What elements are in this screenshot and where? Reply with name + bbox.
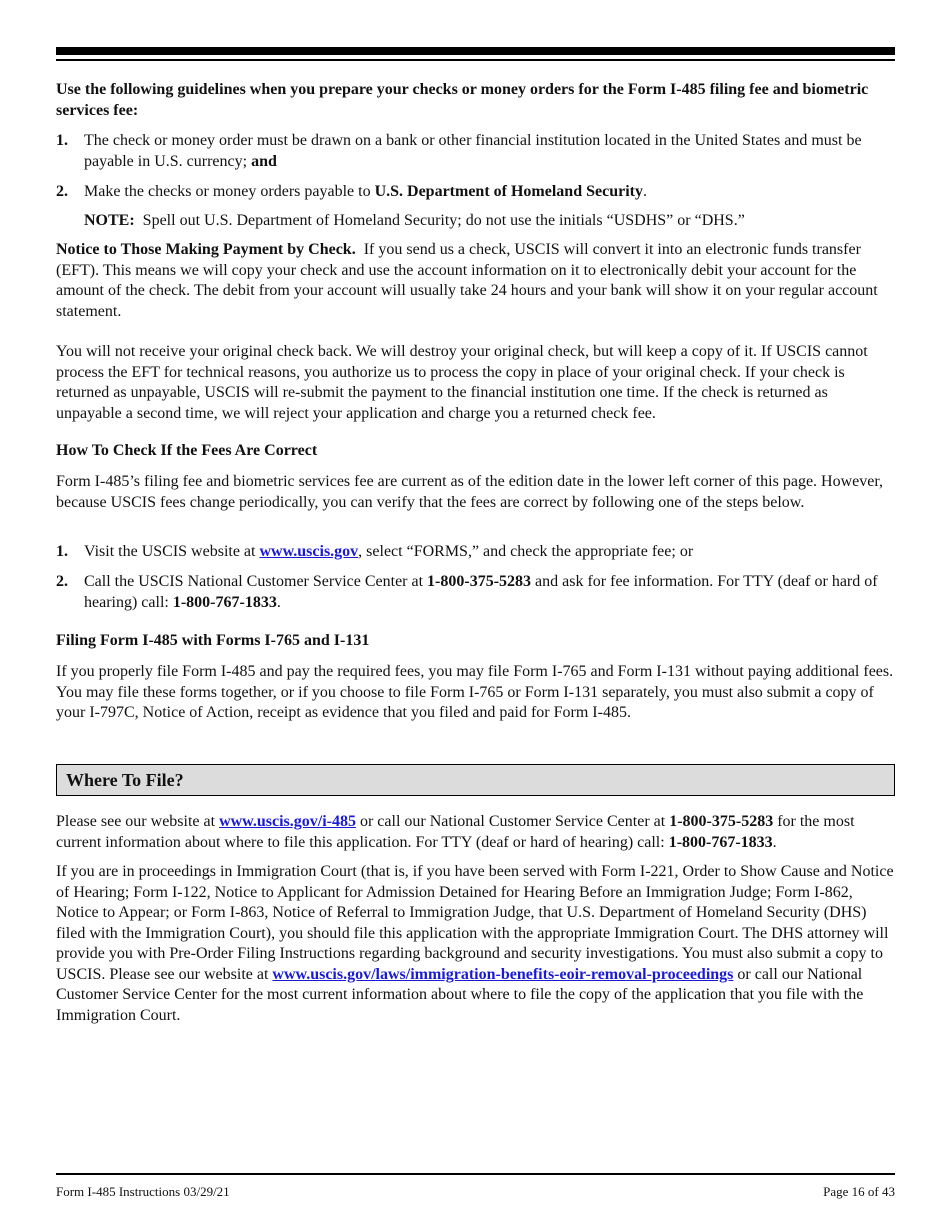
fees-check-body: Form I-485’s filing fee and biometric services fee are current as of the edition date in the lower left corner of this page. However, because USCIS fees change periodically, you can verify that the fees are correct by following one of the steps below. (56, 473, 884, 511)
list-text-plain: , select “FORMS,” and check the appropriate fee; or (358, 543, 694, 560)
filing-with-heading: Filing Form I-485 with Forms I-765 and I-131 (56, 632, 370, 649)
footer-page-number: Page 16 of 43 (823, 1184, 895, 1199)
list-text-bold: U.S. Department of Homeland Security (374, 183, 643, 200)
filing-with-body: If you properly file Form I-485 and pay the required fees, you may file Form I-765 and Form I-131 without paying additional fees. You may file these forms together, or if you choose to file Form I-765 or Form I-131 separately, you must also submit a copy of your I-797C, Notice of Action, receipt as evidence that you filed and paid for Form I-485. (56, 663, 894, 721)
list-text-bold: and (251, 152, 277, 170)
list-text-plain: Make the checks or money orders payable to (84, 183, 375, 200)
eoir-removal-proceedings-link[interactable]: www.uscis.gov/laws/immigration-benefits-eoir-removal-proceedings (272, 965, 734, 983)
list-number: 1. (56, 543, 68, 560)
check-notice-paragraph-2: You will not receive your original check back. We will destroy your original check, but will keep a copy of it. If USCIS cannot process the EFT for technical reasons, you authorize us to process the copy in place of your original check. If your check is returned as unpayable, USCIS will re-submit the payment to the financial institution one time. If the check is returned as unpayable a second time, we will reject your application and charge you a returned check fee. (56, 343, 868, 422)
list-text (84, 131, 895, 172)
uscis-website-link[interactable]: www.uscis.gov (259, 543, 359, 560)
header-rule-thin (56, 59, 895, 61)
header-rule-thick (56, 47, 895, 55)
list-text (84, 572, 895, 613)
list-text-plain: Visit the USCIS website at (84, 543, 260, 560)
ncsc-phone-number: 1-800-375-5283 (427, 573, 532, 590)
check-notice-paragraph-1 (56, 240, 895, 322)
where-to-file-paragraph-1 (56, 812, 895, 853)
list-text-plain: The check or money order must be drawn on a bank or other financial institution located in the United States and must be payable in U.S. currency; (84, 132, 862, 170)
ncsc-phone-number: 1-800-375-5283 (669, 813, 774, 830)
list-text-suffix: . (642, 183, 647, 200)
i485-page-link[interactable]: www.uscis.gov/i-485 (219, 813, 356, 830)
paragraph-text: Please see our website at (56, 813, 220, 830)
check-notice-text: If you send us a check, USCIS will convert it into an electronic funds transfer (EFT). This means we will copy your check and use the account information on it to electronically debit your account for the amount of the check. The debit from your account will usually take 24 hours and your bank will show it on your regular account statement. (56, 241, 878, 320)
check-notice-heading: Notice to Those Making Payment by Check. (56, 241, 356, 258)
note-label: NOTE: (84, 212, 135, 229)
list-number: 1. (56, 132, 68, 149)
where-to-file-header (56, 764, 895, 796)
paragraph-text: If you are in proceedings in Immigration Court (that is, if you have been served with Form I-221, Order to Show Cause and Notice of Hearing; Form I-122, Notice to Applicant for Admission Detained for Hearing Before an Immigration Judge; Form I-862, Notice to Appear; or Form I-863, Notice of Referral to Immigration Judge, that U.S. Department of Homeland Security (DHS) filed with the Immigration Court), you should file this application with the appropriate Immigration Court. The DHS attorney will provide you with Pre-Order Filing Instructions regarding background and security investigations. You must also submit a copy to USCIS. Please see our website at (56, 863, 894, 983)
fees-check-heading: How To Check If the Fees Are Correct (56, 442, 318, 459)
list-number: 2. (56, 183, 68, 200)
paragraph-text: . (772, 833, 777, 851)
tty-phone-number: 1-800-767-1833 (668, 833, 773, 851)
footer-form-edition: Form I-485 Instructions 03/29/21 (56, 1184, 230, 1199)
list-text-plain: . (276, 593, 281, 611)
section-title: Where To File? (66, 770, 184, 790)
tty-phone-number: 1-800-767-1833 (172, 593, 277, 611)
list-text (84, 182, 895, 203)
list-text (84, 542, 895, 563)
list-number: 2. (56, 573, 68, 590)
paragraph-text: for the most current information about where to file this application. For TTY (deaf or hard of hearing) call: (56, 813, 855, 851)
note (84, 211, 895, 232)
guidelines-intro: Use the following guidelines when you prepare your checks or money orders for the Form I-485 filing fee and biometric services fee: (56, 81, 869, 119)
footer-rule (56, 1173, 895, 1175)
where-to-file-paragraph-2 (56, 862, 895, 1026)
note-text: Spell out U.S. Department of Homeland Security; do not use the initials “USDHS” or “DHS.” (142, 212, 745, 229)
paragraph-text: or call our National Customer Service Center for the most current information about where to file the copy of the application that you file with the Immigration Court. (56, 965, 864, 1024)
list-text-plain: and ask for fee information. For TTY (deaf or hard of hearing) call: (84, 573, 878, 611)
list-text-plain: Call the USCIS National Customer Service Center at (84, 573, 428, 590)
paragraph-text: or call our National Customer Service Center at (355, 813, 670, 830)
